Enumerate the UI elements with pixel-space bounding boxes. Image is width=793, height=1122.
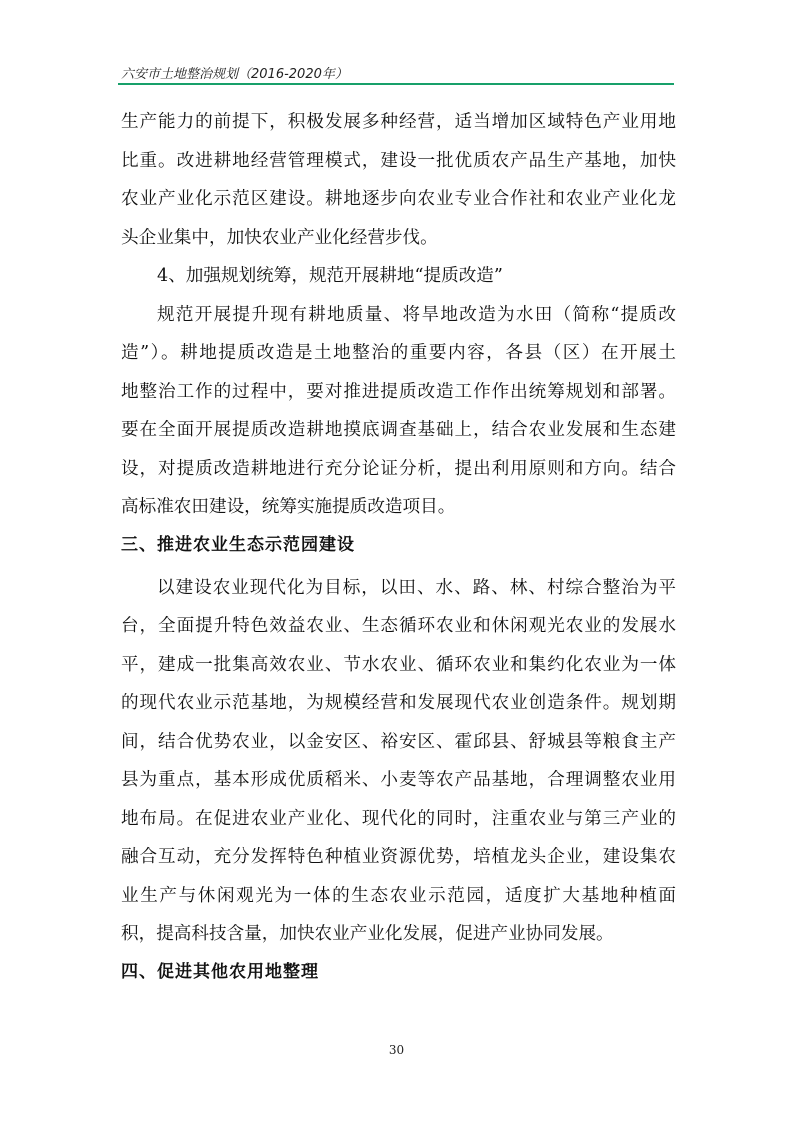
text-line: 平，建成一批集高效农业、节水农业、循环农业和集约化农业为一体 (121, 654, 676, 675)
text-line: 比重。改进耕地经营管理模式，建设一批优质农产品生产基地，加快 (121, 150, 676, 171)
subheading: 4、加强规划统筹，规范开展耕地“提质改造” (157, 266, 503, 286)
page-number: 30 (388, 1043, 405, 1057)
text-line: 积，提高科技含量，加快农业产业化发展，促进产业协同发展。 (121, 924, 614, 944)
text-line: 规范开展提升现有耕地质量、将旱地改造为水田（简称“提质改 (157, 304, 676, 325)
text-line: 间，结合优势农业，以金安区、裕安区、霍邱县、舒城县等粮食主产 (121, 731, 676, 752)
text-line: 业生产与休闲观光为一体的生态农业示范园，适度扩大基地种植面 (121, 885, 676, 906)
text-line: 台，全面提升特色效益农业、生态循环农业和休闲观光农业的发展水 (121, 616, 676, 636)
text-line: 头企业集中，加快农业产业化经营步伐。 (121, 227, 438, 248)
header-rule (118, 83, 674, 85)
text-line: 要在全面开展提质改造耕地摸底调查基础上，结合农业发展和生态建 (121, 420, 676, 440)
text-line: 县为重点，基本形成优质稻米、小麦等农产品基地，合理调整农业用 (121, 770, 676, 790)
text-line: 造”）。耕地提质改造是土地整治的重要内容，各县（区）在开展土 (121, 343, 676, 363)
paragraph (121, 103, 676, 257)
text-line: 融合互动，充分发挥特色种植业资源优势，培植龙头企业，建设集农 (121, 847, 676, 867)
section-heading: 四、促进其他农用地整理 (121, 961, 319, 982)
document-body (121, 103, 676, 990)
text-line: 地布局。在促进农业产业化、现代化的同时，注重农业与第三产业的 (121, 808, 676, 829)
paragraph (121, 569, 676, 954)
text-line: 的现代农业示范基地，为规模经营和发展现代农业创造条件。规划期 (121, 693, 676, 713)
text-line: 农业产业化示范区建设。耕地逐步向农业专业合作社和农业产业化龙 (121, 189, 676, 209)
paragraph (121, 296, 676, 527)
section-heading: 三、推进农业生态示范园建设 (121, 534, 355, 555)
running-header: 六安市土地整治规划（2016-2020年） (121, 67, 348, 82)
text-line: 高标准农田建设，统筹实施提质改造项目。 (121, 497, 456, 517)
text-line: 以建设农业现代化为目标，以田、水、路、林、村综合整治为平 (157, 577, 676, 598)
text-line: 生产能力的前提下，积极发展多种经营，适当增加区域特色产业用地 (121, 112, 676, 132)
text-line: 地整治工作的过程中，要对推进提质改造工作作出统筹规划和部署。 (121, 381, 676, 402)
text-line: 设，对提质改造耕地进行充分论证分析，提出利用原则和方向。结合 (121, 458, 676, 479)
